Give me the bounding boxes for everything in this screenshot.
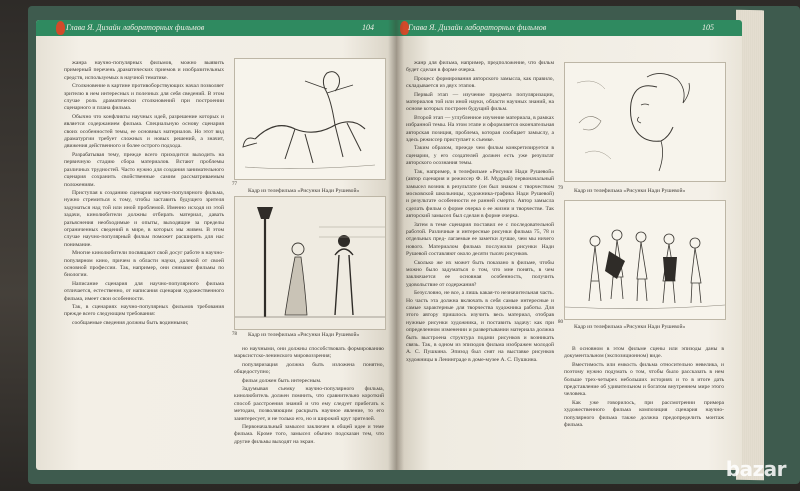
left-column-1 xyxy=(64,60,224,460)
paragraph: фильм должен быть интересным. xyxy=(242,377,322,384)
logo-text: bazar xyxy=(725,457,786,481)
figure-caption: Кадр из телефильма «Рисунки Нади Рушевой» xyxy=(574,324,686,330)
right-page xyxy=(396,20,742,470)
paragraph: но научными, они должны способствовать формированию марксистско-ленинского мировоззрения; xyxy=(234,346,384,360)
paragraph: Сколько же их может быть показано в фильме, чтобы можно было задуматься о том, что мне понять, в чем заключается ее основная особенность, получить удовольствие от содержания? xyxy=(406,259,554,288)
paragraph: Многие кинолюбители посвящают свой досуг работе в научно-популярном кино, причем в области науки, далекой от своей основной профессии. Так, например, они снимают фильмы по биологии. xyxy=(64,250,224,279)
paragraph: Написание сценария для научно-популярного фильма отличается, естественно, от написания сценария художественного фильма, имеет свои особенности. xyxy=(64,280,224,302)
paragraph: жанра научно-популярных фильмов, можно выявить примерный перечень драматических приемов и изобразительных средств, используемых в научной тематике. xyxy=(64,60,224,81)
left-column-2 xyxy=(234,346,384,464)
book-gutter-shadow xyxy=(388,20,404,470)
paragraph: жанр для фильма, например, предположение, что фильм будет сделан в форме очерка. xyxy=(406,60,554,74)
figure-number: 80 xyxy=(558,320,563,325)
paragraph: Второй этап — углубленное изучение материала, в рамках избранной темы. На этом этапе и оформляется окончательная авторская позиция, проблема, которая сообщает замыслу, а здесь режиссер приступает к съемке. xyxy=(406,114,554,144)
figure-number: 79 xyxy=(558,186,563,191)
paragraph: сообщаемые сведения должны быть водинными; xyxy=(72,319,189,326)
portrait-sketch-icon xyxy=(565,63,725,181)
figure-number: 77 xyxy=(232,182,237,187)
centaur-sketch-icon xyxy=(235,59,385,179)
lamppost-scene-sketch-icon xyxy=(235,197,385,329)
paragraph: Так, например, в телефильме «Рисунки Нади Рушевой» (автор сценария и режиссер Ф. И. Мудрый) первоначальный замысел возник в результате (он был знаком с творчеством московской школьницы, художника-графика Нади Рушевой) и результате особенности ее ранней смерти. Автор замысла сделать фильм о форме очерка о ее жизни и творчестве. Так авторский замысел был сделан в форме очерка. xyxy=(406,168,554,220)
paragraph: Разрабатывая тему, прежде всего приходится выходить на первичную стадию сбора материалов. Встают проблемы различных трудностей. Часто нужно для создания занимательного сценария сохранить свойственные самим рассматриваемым положениям. xyxy=(64,151,224,188)
paragraph: Затем в теме сценария поставил ее с последовательной работой. Различные и интересные рисунки фильма 75, 78 и отдельных пред- лагаемые ее заметки лучше, чем мы ничего нового. Материалом фильма послужили рисунки Нади Рушевой составляют около десяти тысяч рисунков. xyxy=(406,221,554,258)
right-page-header xyxy=(396,20,742,36)
bazar-logo xyxy=(726,457,786,481)
paragraph: Обычно что конфликты научных идей, разрешение которых и является содержанием фильма. Специальную основу сценария своих особенностей темы, ее основных материалов. Но этот вид драматургии требует сложных и новых решений, а значит, движения действенного и более острого подхода. xyxy=(64,113,224,150)
figure-centaur-drawing xyxy=(234,58,386,180)
paragraph: Столкновение в картине противоборствующих начал позволяет зрителю в нем интересных и полезных для себя сведений. В этом случае роль драматически столкновений при построении сценарного и плана фильма. xyxy=(64,83,224,112)
crowd-sketch-icon xyxy=(565,201,725,319)
left-page-header xyxy=(36,20,396,36)
right-column-1 xyxy=(406,60,554,464)
right-section-title: Глава Я. Дизайн лабораторных фильмов xyxy=(408,23,547,32)
paragraph: Так, в сценариях научно-популярных фильмов требования прежде всего следующим требования: xyxy=(64,304,224,318)
figure-caption: Кадр из телефильма «Рисунки Нади Рушевой» xyxy=(248,332,360,338)
paragraph: Таким образом, прежде чем фильм конкретизируется в сценарии, у его создателей должен есть уже результат авторского осознания темы. xyxy=(406,145,554,167)
left-section-title: Глава Я. Дизайн лабораторных фильмов xyxy=(66,23,205,32)
paragraph: Первоначальный замысел заключен в общей идее и теме фильма. Кроме того, замысел обычно подсказан тем, что другие фильмы выходят на экран. xyxy=(234,424,384,445)
paragraph: популяризация должна быть изложена понятно, общедоступно; xyxy=(234,361,384,376)
paragraph: Вместимость или емкость фильма относительно невелика, и поэтому нужно подумать о том, чтобы было рассказать в нем больше трех-четырех небольших историях и то в итоге дать представление об удивительном и богатом внутреннем мире этого человека. xyxy=(564,361,724,398)
right-page-number: 105 xyxy=(702,23,714,32)
figure-number: 78 xyxy=(232,332,237,337)
right-column-2 xyxy=(564,346,724,464)
figure-caption: Кадр из телефильма «Рисунки Нади Рушевой» xyxy=(574,188,686,194)
figure-crowd-sketch xyxy=(564,200,726,320)
paragraph: Задумывая съемку научно-популярного фильма, кинолюбитель должен помнить, что сравнительно короткий способ расстроения знаний и что ему следует прибегать к методам, позволяющим раскрыть научное явление, то его заинтересует, и не только его, но и широкий круг зрителей. xyxy=(234,386,384,422)
paragraph: Безусловно, не все, а лишь какая-то незначительная часть. Но часть эта должна включать в себя самые интересные и самые характерные для творчества художника работы. Для этого автору пришлось изучить весь материал, отобрав нужные рисунки художника, и поставить задачу: как при определенном изменении и развертывании материала должна быть выстроена структура подачи рисунков и возникать связь. Так, в одном из эпизодов фильма изображен молодой А. С. Пушкина. Эпизод был снят на выставке рисунков художницы в Ленинграде в доме-музее А. С. Пушкина. xyxy=(406,290,554,363)
figure-lamppost-scene xyxy=(234,196,386,330)
paragraph: Приступая к созданию сценария научно-популярного фильма, нужно стремиться к тому, чтобы заставить будущего зрителя задуматься над той или иной проблемой. Именно исходя из этой задачи, кинолюбители должны отбирать материал, давать разъяснения необходимые и опыты, выходящие за пределы ограниченных сведений в мире, в которых мы живем. В этом случае научно-популярный фильм поможет расширить для нас понимание. xyxy=(64,189,224,248)
paragraph: Первый этап — изучение предмета популяризации, материалов той или иной науки, области научных знаний, на основе которых построен будущий фильм. xyxy=(406,91,554,113)
figure-portrait-sketch xyxy=(564,62,726,182)
chapter-badge-icon xyxy=(56,21,65,35)
figure-caption: Кадр из телефильма «Рисунки Нади Рушевой» xyxy=(248,188,360,194)
paragraph: Процесс формирования авторского замысла, как правило, складывается из двух этапов. xyxy=(406,75,554,90)
left-page-number: 104 xyxy=(362,23,374,32)
paragraph: Как уже говорилось, при рассмотрении примера художественного фильма композиция сценария научно-популярного фильма также должна предопределить монтаж фильма. xyxy=(564,399,724,429)
paragraph: В основном в этом фильме сцены или эпизоды даны в документальном (экспозиционном) виде. xyxy=(564,346,724,360)
left-page xyxy=(36,20,396,470)
